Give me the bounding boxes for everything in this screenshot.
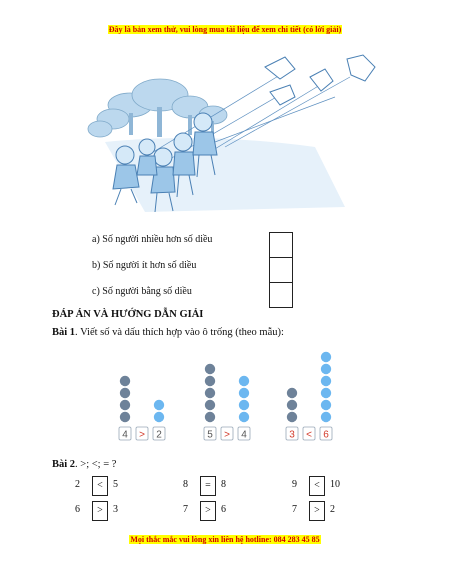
dot <box>321 400 331 410</box>
dot <box>205 376 215 386</box>
exercise-2-instruction: Bài 2. >; <; = ? <box>52 459 117 470</box>
dot <box>205 388 215 398</box>
question-c: c) Số người bằng số diều <box>92 286 192 297</box>
dot <box>154 400 164 410</box>
left-number: 7 <box>292 504 297 515</box>
exercise-1-instruction: Bài 1. Viết số và dấu thích hợp vào ô trống (theo mẫu): <box>52 327 284 338</box>
dot-comparison-figure <box>100 345 360 445</box>
number-label: 4 <box>122 429 128 441</box>
number-label: 5 <box>207 429 213 441</box>
preview-banner: Đây là bản xem thử, vui lòng mua tài liệu để xem chi tiết (có lời giải) <box>108 25 342 34</box>
sign-box[interactable]: > <box>309 501 325 521</box>
hotline-banner: Mọi thắc mắc vui lòng xin liên hệ hotline: 084 283 45 85 <box>130 535 320 544</box>
right-number: 6 <box>221 504 226 515</box>
answer-boxes <box>269 232 293 308</box>
right-number: 8 <box>221 479 226 490</box>
comparison-sign: < <box>306 429 312 441</box>
dot <box>205 412 215 422</box>
sign-box[interactable]: > <box>92 501 108 521</box>
dot <box>321 376 331 386</box>
dot <box>287 388 297 398</box>
left-number: 2 <box>75 479 80 490</box>
comparison-sign: > <box>139 429 145 441</box>
dot <box>239 376 249 386</box>
question-b: b) Số người ít hơn số diều <box>92 260 197 271</box>
dot <box>321 412 331 422</box>
left-number: 8 <box>183 479 188 490</box>
comparison-sign: > <box>224 429 230 441</box>
right-number: 10 <box>330 479 340 490</box>
dot <box>239 400 249 410</box>
left-number: 9 <box>292 479 297 490</box>
dot <box>205 364 215 374</box>
dot <box>120 412 130 422</box>
dot <box>120 376 130 386</box>
right-number: 2 <box>330 504 335 515</box>
dot <box>239 388 249 398</box>
dot <box>205 400 215 410</box>
dot <box>287 412 297 422</box>
dot <box>239 412 249 422</box>
number-label: 6 <box>323 429 329 441</box>
sign-box[interactable]: < <box>309 476 325 496</box>
dot <box>321 388 331 398</box>
number-label: 2 <box>156 429 162 441</box>
answers-heading: ĐÁP ÁN VÀ HƯỚNG DẪN GIẢI <box>52 309 204 320</box>
children-kites-illustration <box>85 47 385 227</box>
answer-box-c[interactable] <box>270 283 292 307</box>
question-a: a) Số người nhiều hơn số diều <box>92 234 213 245</box>
dot <box>120 400 130 410</box>
dot <box>321 352 331 362</box>
left-number: 7 <box>183 504 188 515</box>
number-label: 4 <box>241 429 247 441</box>
answer-box-a[interactable] <box>270 233 292 258</box>
dot <box>120 388 130 398</box>
right-number: 3 <box>113 504 118 515</box>
sign-box[interactable]: > <box>200 501 216 521</box>
answer-box-b[interactable] <box>270 258 292 283</box>
dot <box>321 364 331 374</box>
number-label: 3 <box>289 429 295 441</box>
dot <box>287 400 297 410</box>
dot <box>154 412 164 422</box>
sign-box[interactable]: < <box>92 476 108 496</box>
sign-box[interactable]: = <box>200 476 216 496</box>
right-number: 5 <box>113 479 118 490</box>
left-number: 6 <box>75 504 80 515</box>
